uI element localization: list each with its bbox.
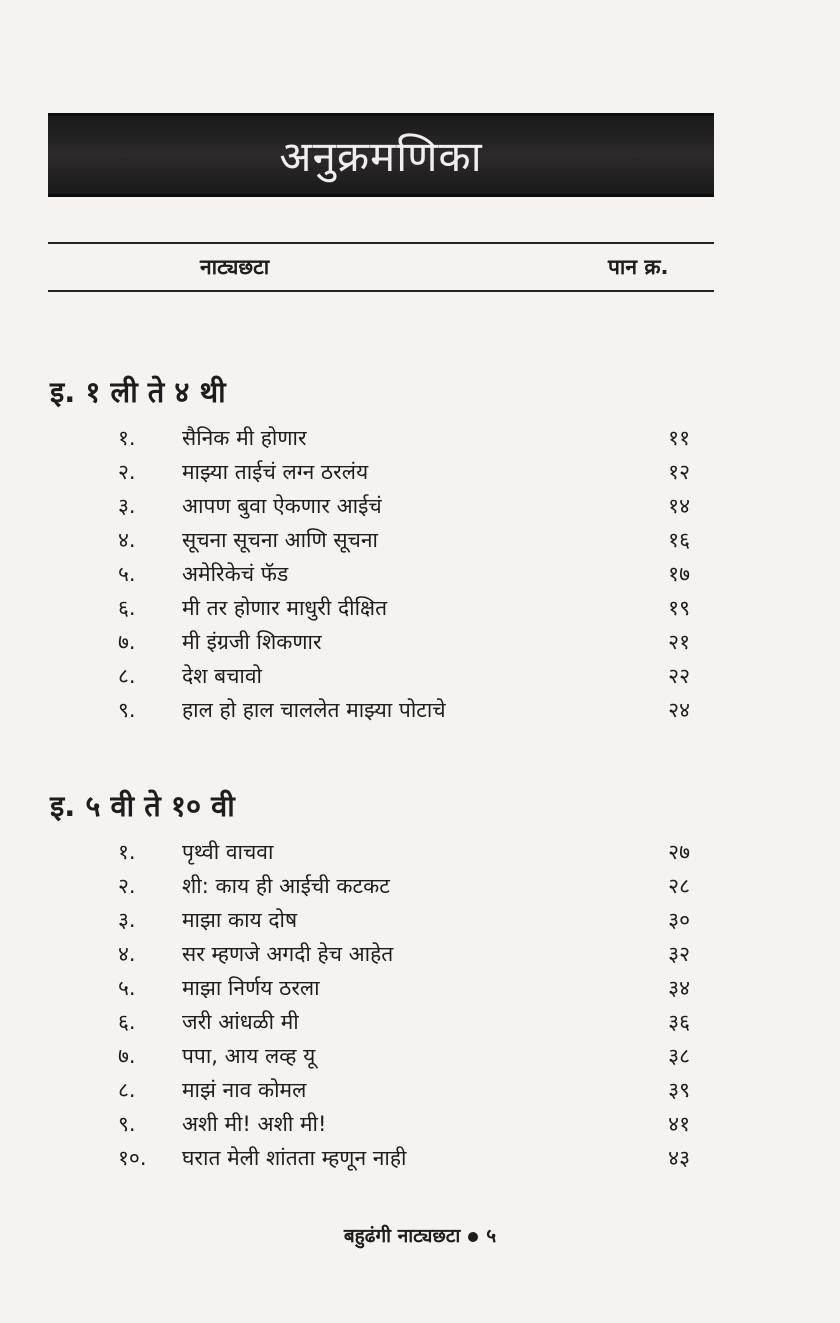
entry-page: १६ <box>668 528 690 552</box>
toc-row <box>0 1038 840 1072</box>
bullet-dot-icon <box>468 1232 478 1242</box>
entry-number: २. <box>118 874 136 898</box>
entry-title: अमेरिकेचं फॅड <box>182 562 289 586</box>
entry-title: माझं नाव कोमल <box>182 1078 307 1102</box>
page-title: अनुक्रमणिका <box>279 131 483 181</box>
entry-number: १०. <box>118 1146 147 1170</box>
column-header-page: पान क्र. <box>608 255 669 279</box>
entry-number: ६. <box>118 1010 136 1034</box>
entry-page: २७ <box>668 840 690 864</box>
column-header-title: नाट्यछटा <box>200 255 270 279</box>
entry-page: ४१ <box>668 1112 690 1136</box>
entry-number: ४. <box>118 528 136 552</box>
entry-number: ८. <box>118 664 136 688</box>
entry-number: ७. <box>118 630 136 654</box>
entry-title: मी इंग्रजी शिकणार <box>182 630 322 654</box>
entry-title: माझा निर्णय ठरला <box>182 976 320 1000</box>
entry-number: ६. <box>118 596 136 620</box>
section-heading-2: इ. ५ वी ते १० वी <box>50 789 235 823</box>
entry-number: ४. <box>118 942 136 966</box>
toc-list-section-2 <box>0 834 840 1174</box>
entry-page: २२ <box>668 664 690 688</box>
toc-row <box>0 590 840 624</box>
toc-row <box>0 936 840 970</box>
entry-number: १. <box>118 840 136 864</box>
entry-title: सूचना सूचना आणि सूचना <box>182 528 378 552</box>
toc-row <box>0 868 840 902</box>
entry-page: ३२ <box>668 942 690 966</box>
entry-number: २. <box>118 460 136 484</box>
entry-number: ५. <box>118 562 136 586</box>
entry-title: घरात मेली शांतता म्हणून नाही <box>182 1146 407 1170</box>
entry-page: १७ <box>668 562 690 586</box>
entry-page: २१ <box>668 630 690 654</box>
entry-title: पृथ्वी वाचवा <box>182 840 274 864</box>
entry-title: सैनिक मी होणार <box>182 426 307 450</box>
entry-number: ५. <box>118 976 136 1000</box>
entry-page: १४ <box>668 494 690 518</box>
toc-row <box>0 1140 840 1174</box>
entry-page: ३९ <box>668 1078 690 1102</box>
header-rule-bottom <box>48 290 714 292</box>
toc-row <box>0 624 840 658</box>
toc-row <box>0 1072 840 1106</box>
title-banner <box>48 113 714 197</box>
entry-number: ७. <box>118 1044 136 1068</box>
entry-page: ३६ <box>668 1010 690 1034</box>
entry-title: पपा, आय लव्ह यू <box>182 1044 316 1068</box>
entry-page: ३४ <box>668 976 690 1000</box>
entry-title: जरी आंधळी मी <box>182 1010 299 1034</box>
entry-number: ३. <box>118 494 136 518</box>
entry-page: १९ <box>668 596 690 620</box>
entry-number: ८. <box>118 1078 136 1102</box>
entry-page: ३० <box>668 908 690 932</box>
entry-title: शी: काय ही आईची कटकट <box>182 874 390 898</box>
header-rule-top <box>48 242 714 244</box>
entry-title: अशी मी! अशी मी! <box>182 1112 327 1136</box>
toc-row <box>0 692 840 726</box>
toc-row <box>0 522 840 556</box>
toc-row <box>0 420 840 454</box>
entry-page: १२ <box>668 460 690 484</box>
entry-page: २४ <box>668 698 690 722</box>
entry-page: ११ <box>668 426 690 450</box>
toc-row <box>0 1106 840 1140</box>
entry-page: २८ <box>668 874 690 898</box>
footer-page-number: ५ <box>486 1225 497 1247</box>
toc-row <box>0 970 840 1004</box>
entry-number: ३. <box>118 908 136 932</box>
entry-title: माझा काय दोष <box>182 908 298 932</box>
toc-row <box>0 1004 840 1038</box>
entry-page: ४३ <box>668 1146 690 1170</box>
section-heading-1: इ. १ ली ते ४ थी <box>50 375 226 409</box>
toc-row <box>0 834 840 868</box>
entry-title: सर म्हणजे अगदी हेच आहेत <box>182 942 394 966</box>
entry-page: ३८ <box>668 1044 690 1068</box>
page-footer <box>0 1222 840 1248</box>
toc-list-section-1 <box>0 420 840 726</box>
toc-row <box>0 454 840 488</box>
toc-row <box>0 902 840 936</box>
footer-book-title: बहुढंगी नाट्यछटा <box>343 1225 461 1247</box>
toc-row <box>0 488 840 522</box>
entry-number: ९. <box>118 1112 136 1136</box>
entry-title: हाल हो हाल चाललेत माझ्या पोटाचे <box>182 698 446 722</box>
toc-row <box>0 556 840 590</box>
entry-number: १. <box>118 426 136 450</box>
entry-title: माझ्या ताईचं लग्न ठरलंय <box>182 460 369 484</box>
entry-title: देश बचावो <box>182 664 262 688</box>
entry-number: ९. <box>118 698 136 722</box>
toc-row <box>0 658 840 692</box>
entry-title: मी तर होणार माधुरी दीक्षित <box>182 596 388 620</box>
entry-title: आपण बुवा ऐकणार आईचं <box>182 494 382 518</box>
